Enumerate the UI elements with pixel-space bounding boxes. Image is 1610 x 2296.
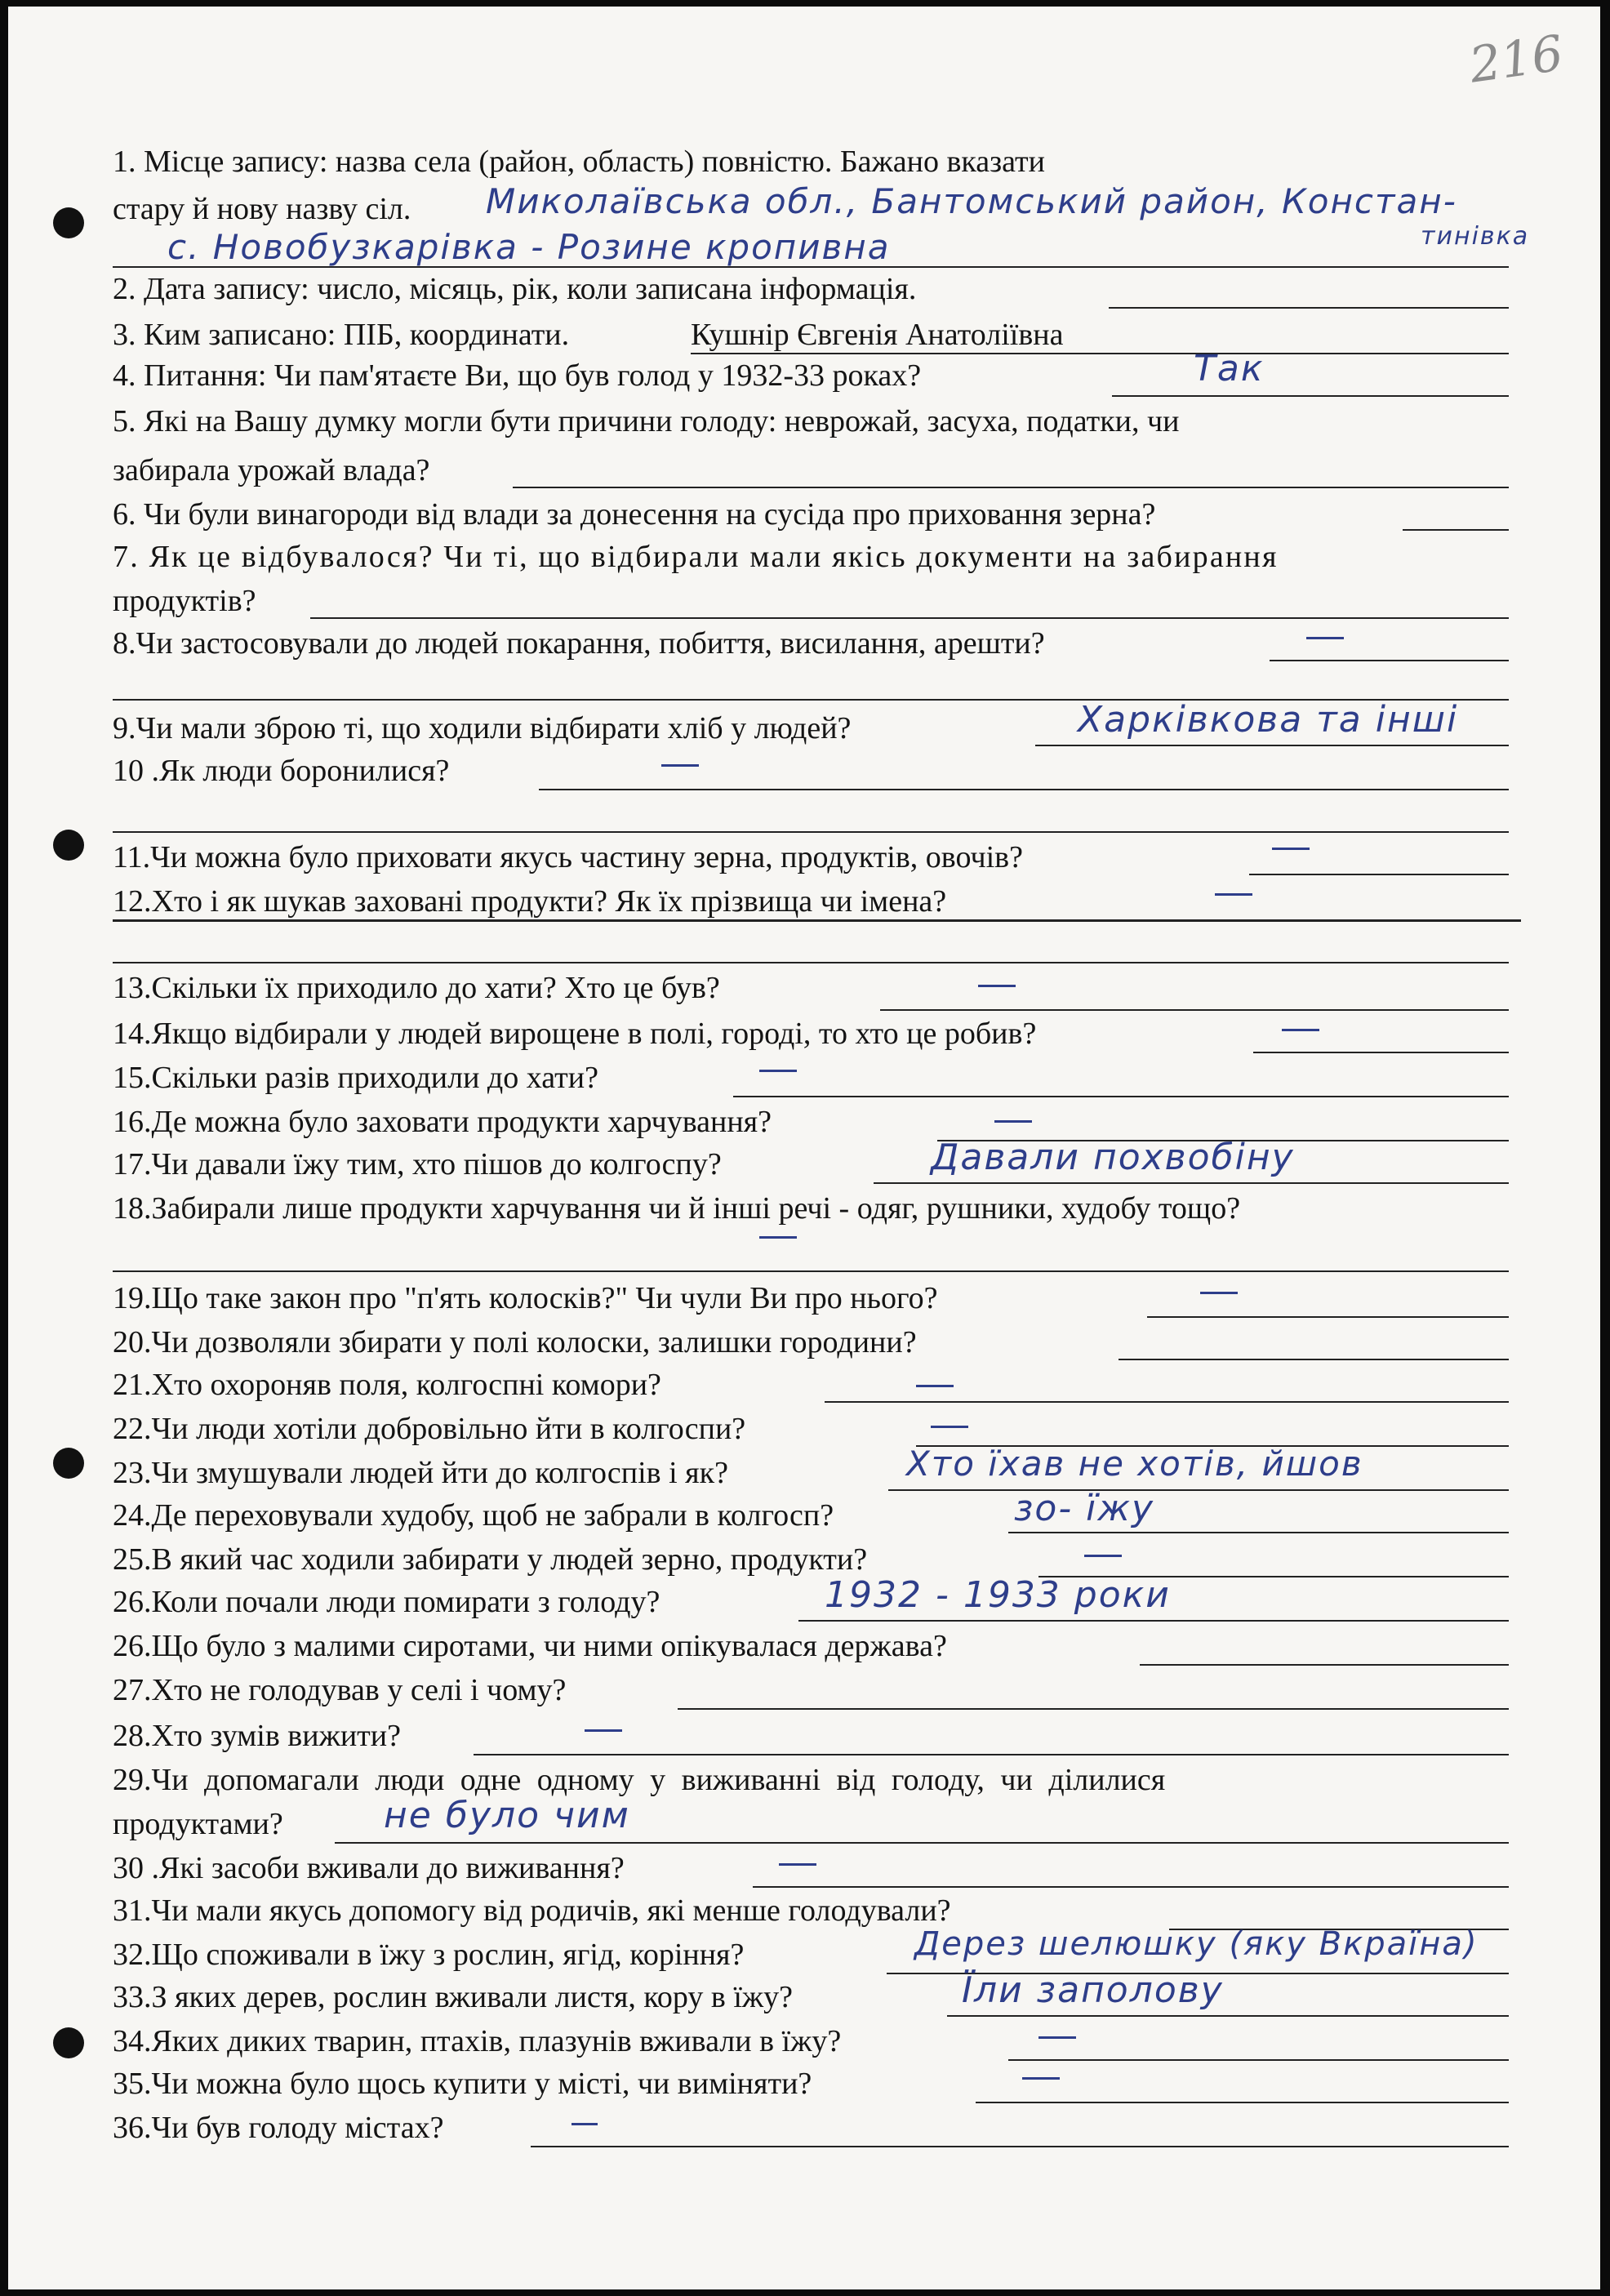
answer-line <box>976 2102 1509 2103</box>
answer-4: Так <box>1194 348 1265 389</box>
answer-line <box>113 1270 1509 1272</box>
question-20: 20.Чи дозволяли збирати у полі колоски, залишки городини? <box>113 1325 917 1359</box>
answer-line <box>1140 1664 1509 1666</box>
question-1-line2: стару й нову назву сіл. <box>113 192 411 226</box>
question-2: 2. Дата запису: число, місяць, рік, коли записана інформація. <box>113 272 917 306</box>
question-17: 17.Чи давали їжу тим, хто пішов до колгоспу? <box>113 1147 722 1181</box>
answer-26: 1932 - 1933 роки <box>825 1574 1171 1616</box>
answer-line <box>1109 307 1509 309</box>
answer-line <box>113 266 1509 268</box>
answer-dash <box>1022 2077 1060 2080</box>
question-23: 23.Чи змушували людей йти до колгоспів і як? <box>113 1456 728 1490</box>
answer-line <box>1270 660 1509 661</box>
answer-9: Харківкова та інші <box>1078 699 1459 741</box>
answer-line <box>691 353 1509 354</box>
answer-dash <box>759 1236 797 1239</box>
punch-hole <box>53 207 84 238</box>
answer-dash <box>1038 2036 1076 2039</box>
question-3-recorder: Кушнір Євгенія Анатоліївна <box>691 318 1064 352</box>
answer-dash <box>572 2123 598 2125</box>
question-16: 16.Де можна було заховати продукти харчування? <box>113 1105 772 1139</box>
answer-line <box>733 1096 1509 1097</box>
question-4: 4. Питання: Чи пам'ятаєте Ви, що був голод у 1932-33 роках? <box>113 358 922 393</box>
answer-line <box>678 1708 1509 1710</box>
question-26b: 26.Що було з малими сиротами, чи ними опікувалася держава? <box>113 1629 947 1663</box>
question-24: 24.Де переховували худобу, щоб не забрали в колгосп? <box>113 1498 834 1533</box>
question-6: 6. Чи були винагороди від влади за донесення на сусіда про приховання зерна? <box>113 497 1156 532</box>
question-18: 18.Забирали лише продукти харчування чи й інші речі - одяг, рушники, худобу тощо? <box>113 1191 1241 1226</box>
answer-dash <box>1084 1555 1122 1557</box>
question-32: 32.Що споживали в їжу з рослин, ягід, коріння? <box>113 1938 745 1972</box>
answer-dash <box>759 1070 797 1072</box>
question-10: 10 .Як люди боронилися? <box>113 754 450 788</box>
answer-line <box>1403 529 1509 531</box>
answer-line <box>1249 874 1509 875</box>
answer-line <box>1008 2059 1509 2061</box>
punch-hole <box>53 1448 84 1479</box>
question-5-line2: забирала урожай влада? <box>113 453 430 487</box>
answer-line <box>513 487 1509 488</box>
question-5-line1: 5. Які на Вашу думку могли бути причини голоду: неврожай, засуха, податки, чи <box>113 404 1180 438</box>
answer-23: Хто їхав не хотів, йшов <box>906 1444 1363 1484</box>
question-33: 33.З яких дерев, рослин вживали листя, кору в їжу? <box>113 1980 794 2014</box>
answer-dash <box>1282 1029 1319 1031</box>
question-12: 12.Хто і як шукав заховані продукти? Як їх прізвища чи імена? <box>113 884 947 919</box>
answer-dash <box>585 1729 622 1732</box>
answer-line <box>1008 1532 1509 1533</box>
question-22: 22.Чи люди хотіли добровільно йти в колгоспи? <box>113 1412 746 1446</box>
answer-1-line1: Миколаївська обл., Бантомський район, Констан- <box>486 181 1457 221</box>
answer-33: Їли заполову <box>962 1969 1224 2011</box>
question-29-line2: продуктами? <box>113 1807 283 1841</box>
question-29-line1: 29.Чи допомагали люди одне одному у виживанні від голоду, чи ділилися <box>113 1763 1166 1797</box>
answer-line <box>1147 1316 1509 1318</box>
question-8: 8.Чи застосовували до людей покарання, побиття, висилання, арешти? <box>113 626 1045 661</box>
punch-hole <box>53 830 84 861</box>
question-14: 14.Якщо відбирали у людей вирощене в полі, городі, то хто це робив? <box>113 1017 1037 1051</box>
answer-1-corner: тинівка <box>1421 222 1530 251</box>
question-28: 28.Хто зумів вижити? <box>113 1719 401 1753</box>
question-35: 35.Чи можна було щось купити у місті, чи виміняти? <box>113 2067 812 2101</box>
answer-line <box>113 919 1521 922</box>
answer-line <box>1119 1359 1509 1360</box>
answer-dash <box>1215 893 1252 896</box>
answer-dash <box>916 1385 954 1387</box>
answer-29: не було чим <box>384 1795 630 1836</box>
answer-dash <box>994 1120 1032 1123</box>
question-19: 19.Що таке закон про "п'ять колосків?" Чи чули Ви про нього? <box>113 1281 938 1315</box>
question-25: 25.В який час ходили забирати у людей зерно, продукти? <box>113 1542 868 1577</box>
answer-dash <box>931 1426 968 1428</box>
answer-line <box>474 1754 1509 1755</box>
answer-line <box>874 1182 1509 1184</box>
answer-1-line2: с. Новобузкарівка - Розине кропивна <box>167 227 891 267</box>
answer-dash <box>1272 848 1310 850</box>
answer-line <box>825 1401 1509 1403</box>
answer-line <box>1253 1052 1509 1053</box>
question-34: 34.Яких диких тварин, птахів, плазунів вживали в їжу? <box>113 2024 842 2058</box>
question-36: 36.Чи був голоду містах? <box>113 2111 444 2145</box>
answer-dash <box>661 764 699 767</box>
answer-line <box>1112 395 1509 397</box>
answer-line <box>113 831 1509 833</box>
question-3: 3. Ким записано: ПІБ, координати. <box>113 318 570 352</box>
answer-line <box>531 2146 1509 2147</box>
question-7-line2: продуктів? <box>113 584 256 618</box>
question-30: 30 .Які засоби вживали до виживання? <box>113 1851 625 1885</box>
question-11: 11.Чи можна було приховати якусь частину зерна, продуктів, овочів? <box>113 840 1023 874</box>
answer-32: Дерез шелюшку (яку Вкраїна) <box>914 1925 1479 1963</box>
answer-line <box>880 1009 1509 1011</box>
question-21: 21.Хто охороняв поля, колгоспні комори? <box>113 1368 661 1402</box>
answer-17: Давали похвобіну <box>931 1137 1295 1178</box>
answer-dash <box>1200 1292 1238 1294</box>
answer-line <box>753 1886 1509 1888</box>
answer-line <box>539 789 1509 790</box>
question-26: 26.Коли почали люди помирати з голоду? <box>113 1585 660 1619</box>
answer-dash <box>779 1863 816 1866</box>
answer-line <box>1035 745 1509 746</box>
question-31: 31.Чи мали якусь допомогу від родичів, які менше голодували? <box>113 1893 951 1928</box>
answer-line <box>113 962 1509 963</box>
question-9: 9.Чи мали зброю ті, що ходили відбирати хліб у людей? <box>113 711 852 745</box>
question-1-line1: 1. Місце запису: назва села (район, область) повністю. Бажано вказати <box>113 145 1046 179</box>
page-number: 216 <box>1465 24 1567 95</box>
questionnaire-page <box>8 7 1600 2289</box>
answer-line <box>335 1842 1509 1844</box>
answer-line <box>798 1620 1509 1622</box>
question-13: 13.Скільки їх приходило до хати? Хто це був? <box>113 971 720 1005</box>
answer-line <box>888 1489 1509 1491</box>
answer-dash <box>1306 637 1344 639</box>
answer-line <box>947 2015 1509 2017</box>
question-27: 27.Хто не голодував у селі і чому? <box>113 1673 567 1707</box>
answer-24: зо- їжу <box>1014 1488 1155 1529</box>
punch-hole <box>53 2027 84 2058</box>
question-15: 15.Скільки разів приходили до хати? <box>113 1061 598 1095</box>
question-7-line1: 7. Як це відбувалося? Чи ті, що відбирали мали якісь документи на забирання <box>113 540 1279 574</box>
answer-line <box>310 617 1509 619</box>
answer-dash <box>978 985 1016 987</box>
